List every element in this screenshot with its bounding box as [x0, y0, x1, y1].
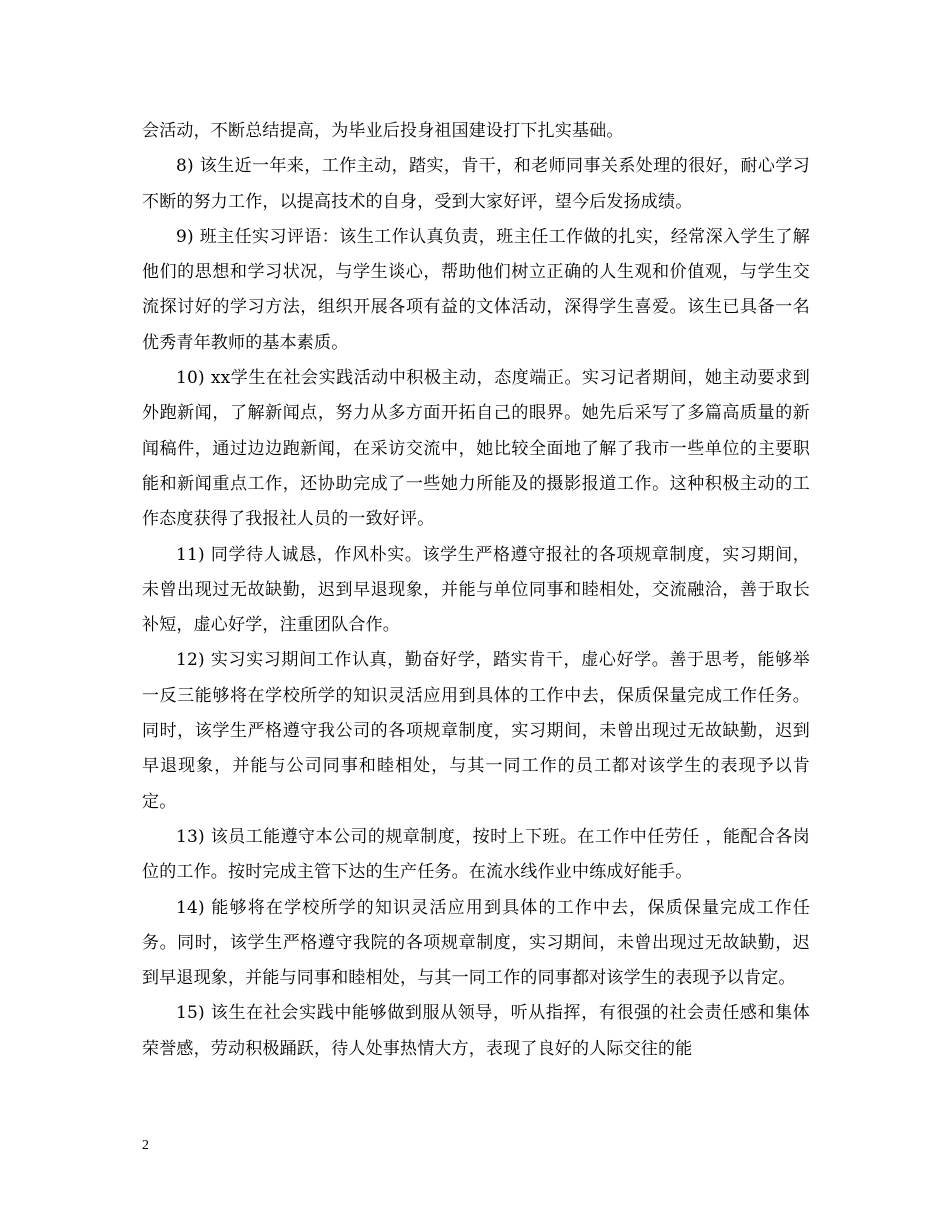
paragraph-item-13: 13) 该员工能遵守本公司的规章制度，按时上下班。在工作中任劳任 ，能配合各岗位的工作。按时完成主管下达的生产任务。在流水线作业中练成好能手。 [142, 826, 810, 883]
paragraph-item-12: 12) 实习实习期间工作认真，勤奋好学，踏实肯干，虚心好学。善于思考，能够举一反三能够将在学校所学的知识灵活应用到具体的工作中去，保质保量完成工作任务。同时，该学生严格遵守我公司的各项规章制度，实习期间，未曾出现过无故缺勤，迟到早退现象，并能与公司同事和睦相处，与其一同工作的员工都对该学生的表现予以肯定。 [142, 650, 810, 812]
paragraph-item-11: 11) 同学待人诚恳，作风朴实。该学生严格遵守报社的各项规章制度，实习期间，未曾出现过无故缺勤，迟到早退现象，并能与单位同事和睦相处，交流融洽，善于取长补短，虚心好学，注重团队合作。 [142, 544, 810, 636]
page-number: 2 [142, 1138, 149, 1153]
paragraph-continuation: 会活动，不断总结提高，为毕业后投身祖国建设打下扎实基础。 [142, 121, 624, 141]
paragraph-item-14: 14) 能够将在学校所学的知识灵活应用到具体的工作中去，保质保量完成工作任务。同时，该学生严格遵守我院的各项规章制度，实习期间，未曾出现过无故缺勤，迟到早退现象，并能与同事和睦相处，与其一同工作的同事都对该学生的表现予以肯定。 [142, 897, 810, 989]
paragraph-item-8: 8) 该生近一年来，工作主动，踏实，肯干，和老师同事关系处理的很好，耐心学习不断的努力工作，以提高技术的自身，受到大家好评，望今后发扬成绩。 [142, 156, 810, 212]
paragraph-item-9: 9) 班主任实习评语：该生工作认真负责，班主任工作做的扎实，经常深入学生了解他们的思想和学习状况，与学生谈心，帮助他们树立正确的人生观和价值观，与学生交流探讨好的学习方法，组织开展各项有益的文体活动，深得学生喜爱。该生已具备一名优秀青年教师的基本素质。 [142, 226, 810, 353]
paragraph-item-15: 15) 该生在社会实践中能够做到服从领导，听从指挥，有很强的社会责任感和集体荣誉感，劳动积极踊跃，待人处事热情大方，表现了良好的人际交往的能 [142, 1003, 810, 1059]
paragraph-item-10: 10) xx学生在社会实践活动中积极主动，态度端正。实习记者期间，她主动要求到外跑新闻，了解新闻点，努力从多方面开拓自己的眼界。她先后采写了多篇高质量的新闻稿件，通过边边跑新闻，在采访交流中，她比较全面地了解了我市一些单位的主要职能和新闻重点工作，还协助完成了一些她力所能及的摄影报道工作。这种积极主动的工作态度获得了我报社人员的一致好评。 [142, 368, 810, 530]
body-text [142, 114, 810, 1067]
